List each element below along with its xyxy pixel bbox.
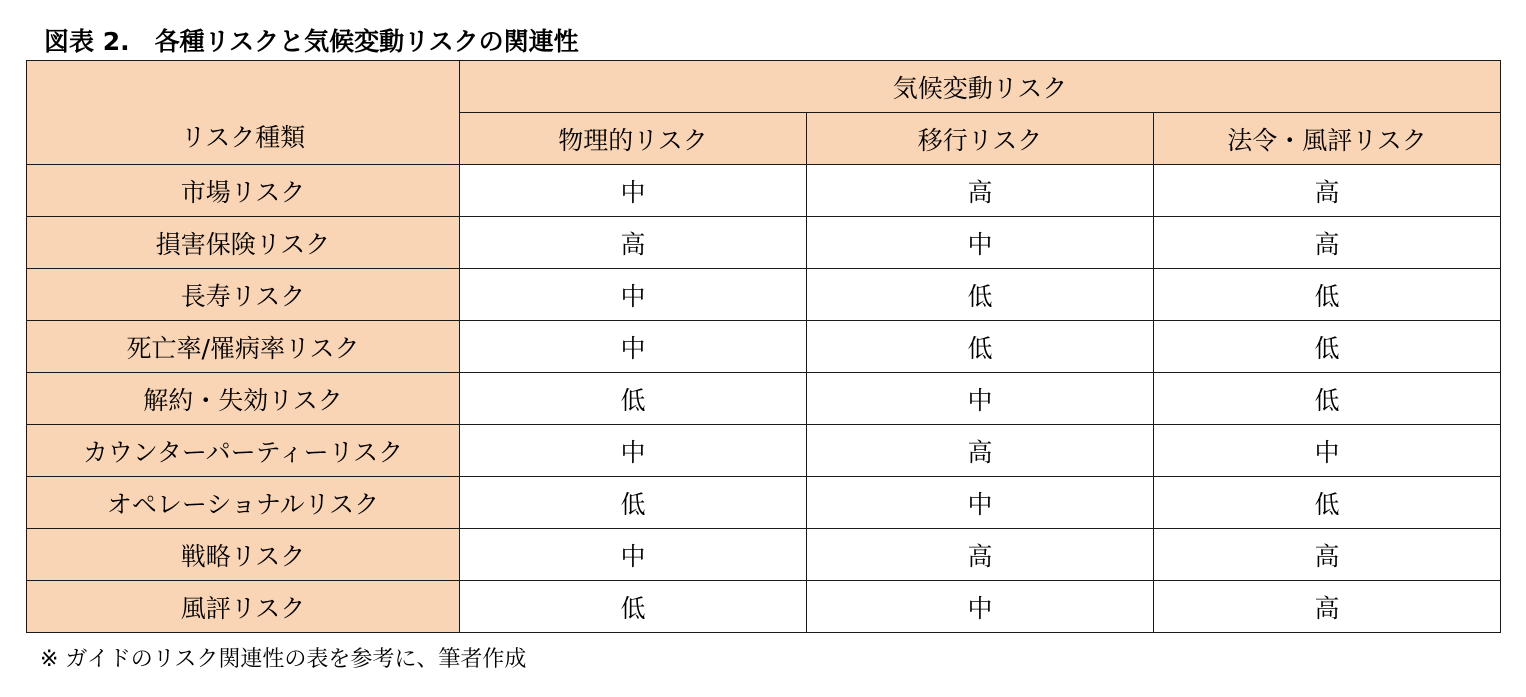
cell-value: 中 — [807, 373, 1154, 425]
row-label: 戦略リスク — [27, 529, 460, 581]
cell-value: 低 — [1154, 269, 1501, 321]
cell-value: 高 — [807, 425, 1154, 477]
row-label: 長寿リスク — [27, 269, 460, 321]
row-label: 解約・失効リスク — [27, 373, 460, 425]
cell-value: 低 — [460, 477, 807, 529]
cell-value: 低 — [1154, 477, 1501, 529]
cell-value: 低 — [807, 321, 1154, 373]
cell-value: 中 — [460, 165, 807, 217]
table-row — [27, 217, 1501, 269]
column-header-legal-reputation: 法令・風評リスク — [1154, 113, 1501, 165]
table-row — [27, 425, 1501, 477]
table-row — [27, 581, 1501, 633]
table-row — [27, 269, 1501, 321]
row-header-label: リスク種類 — [27, 61, 460, 165]
cell-value: 低 — [460, 373, 807, 425]
cell-value: 高 — [807, 529, 1154, 581]
table-row — [27, 321, 1501, 373]
cell-value: 中 — [807, 581, 1154, 633]
cell-value: 低 — [1154, 373, 1501, 425]
cell-value: 高 — [807, 165, 1154, 217]
table-row — [27, 165, 1501, 217]
cell-value: 中 — [460, 269, 807, 321]
cell-value: 中 — [807, 217, 1154, 269]
cell-value: 高 — [1154, 581, 1501, 633]
cell-value: 高 — [1154, 217, 1501, 269]
row-label: 風評リスク — [27, 581, 460, 633]
cell-value: 高 — [1154, 529, 1501, 581]
header-row-group — [27, 61, 1501, 113]
cell-value: 中 — [460, 321, 807, 373]
cell-value: 低 — [1154, 321, 1501, 373]
column-header-transition: 移行リスク — [807, 113, 1154, 165]
cell-value: 中 — [460, 425, 807, 477]
column-header-physical: 物理的リスク — [460, 113, 807, 165]
table-row — [27, 477, 1501, 529]
figure-title: 図表 2. 各種リスクと気候変動リスクの関連性 — [44, 27, 579, 56]
row-label: 市場リスク — [27, 165, 460, 217]
cell-value: 高 — [1154, 165, 1501, 217]
table-row — [27, 529, 1501, 581]
cell-value: 低 — [807, 269, 1154, 321]
source-note: ※ ガイドのリスク関連性の表を参考に、筆者作成 — [40, 647, 527, 672]
climate-risk-group-header: 気候変動リスク — [460, 61, 1501, 113]
row-label: 損害保険リスク — [27, 217, 460, 269]
cell-value: 低 — [460, 581, 807, 633]
row-label: カウンターパーティーリスク — [27, 425, 460, 477]
row-label: 死亡率/罹病率リスク — [27, 321, 460, 373]
cell-value: 中 — [807, 477, 1154, 529]
cell-value: 高 — [460, 217, 807, 269]
table-row — [27, 373, 1501, 425]
cell-value: 中 — [460, 529, 807, 581]
risk-relation-table — [26, 60, 1501, 633]
cell-value: 中 — [1154, 425, 1501, 477]
row-label: オペレーショナルリスク — [27, 477, 460, 529]
